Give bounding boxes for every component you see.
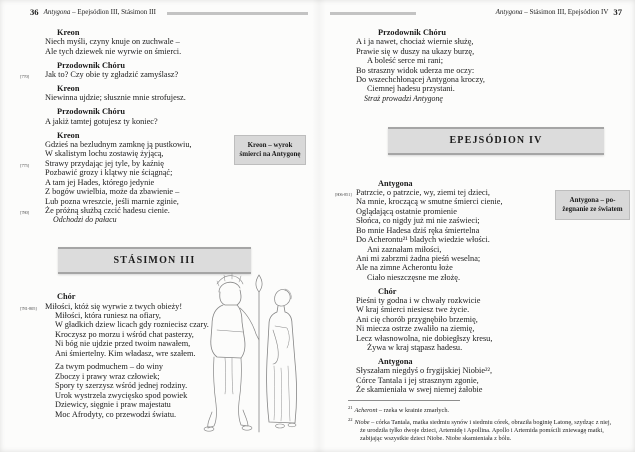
verse-text: Oglądającą ostatnie promienie	[356, 206, 457, 216]
speaker-heading: Kreon	[57, 28, 80, 37]
verse-text: Miłości, która runiesz na ofiary,	[55, 310, 161, 320]
footnote	[348, 404, 616, 415]
footnote-text: – rzeka w krainie zmarłych.	[377, 407, 450, 415]
verse-text: Niewinna ujdzie; słusznie mnie strofujesz.	[45, 93, 186, 103]
verse-text: W kraj śmierci niesiesz twe życie.	[356, 305, 470, 315]
verse-text: Moc Afrodyty, co przewodzi światu.	[55, 409, 177, 419]
verse-line	[20, 70, 308, 80]
footnote-separator	[348, 400, 460, 401]
verse-text: Ale tych dziewek nie wyrwie on śmierci.	[45, 46, 182, 56]
left-page	[20, 8, 308, 423]
verse-text: Niech myśli, czyny knuje on zuchwale –	[45, 37, 180, 47]
verse-lines	[356, 366, 622, 394]
verse-text: Słońca, co nigdy już mi nie zaświeci;	[356, 216, 480, 226]
verse-lines	[20, 70, 308, 80]
verse-text: Jak to? Czy obie ty zgładzić zamyślasz?	[45, 70, 179, 80]
verse-text: Że skamieniała w swej niemej żałobie	[356, 385, 483, 395]
verse-lines	[356, 37, 622, 93]
footnote-number: 22	[348, 416, 353, 422]
verse-text: Patrzcie, o patrzcie, wy, ziemi tej dzieci,	[356, 188, 490, 198]
verse-lines	[45, 117, 308, 126]
verse-segment	[356, 357, 622, 395]
verse-line	[45, 187, 308, 196]
line-number: [775]	[20, 162, 29, 168]
footnote	[348, 416, 616, 442]
speaker-heading: Przodownik Chóru	[57, 107, 125, 117]
verse-line	[356, 75, 622, 84]
verse-line	[356, 226, 622, 235]
footnote-text: – córka Tantala, matka siedmiu synów i siedmiu córek, obraziła boginię Latonę, szydząc z niej, że urodziła tylko dwoje dzieci, Artemidę i Apollina. Apollo i Artemida pomścili zniewagę matki, zabijając wszystkie dzieci Niobe. Niobe skamieniała z bólu.	[360, 418, 612, 442]
verse-lines	[356, 296, 622, 352]
stage-direction: Odchodzi do pałacu	[53, 215, 117, 225]
verse-line	[356, 296, 622, 305]
speaker-heading: Antygona	[378, 178, 413, 188]
verse-text: Ani śmiertelny. Kim władasz, wre szałem.	[55, 348, 196, 358]
left-dialogue	[20, 28, 308, 225]
verse-text: Ani cię chorób przygnębiło brzemię,	[356, 314, 478, 324]
left-running-head	[20, 8, 308, 18]
page-gutter	[312, 0, 326, 452]
right-running-title: Antygona – Stásimon III, Epejsódion IV	[495, 8, 609, 17]
line-number: [806-851]	[335, 192, 352, 198]
section-header-epejsodion: EPEJSÓDION IV	[388, 127, 604, 154]
verse-text: Do wszechchłonącej Antygona kroczy,	[356, 75, 485, 85]
verse-text: Gdzieś na bezludnym zamknę ją pustkowiu,	[45, 140, 192, 150]
verse-line	[367, 84, 622, 93]
verse-line	[367, 56, 622, 65]
footnotes-area	[348, 400, 616, 443]
verse-text: Ni bóg nie ujdzie przed twoim nawałem,	[55, 339, 191, 349]
verse-segment	[45, 107, 308, 126]
verse-line	[367, 273, 622, 282]
verse-text: Ani zaznałam miłości,	[367, 244, 442, 254]
verse-segment	[20, 60, 308, 80]
verse-text: Słyszałam niegdyś o frygijskiej Niobie²²,	[356, 366, 493, 376]
verse-text: A boleść serce mi rani;	[367, 56, 444, 66]
verse-line	[356, 254, 622, 263]
verse-text: Zboczy i prawy wraz człowiek;	[55, 371, 160, 381]
verse-text: Lecz własnowolna, nie dobiegłszy kresu,	[356, 333, 493, 343]
verse-line	[356, 376, 622, 385]
margin-note-kreon: Kreon – wyrok śmierci na Antygonę	[234, 135, 306, 165]
verse-line	[20, 205, 308, 215]
verse-text: Miłości, któż się wyrwie z twych obieży!	[45, 301, 183, 311]
greek-figures-illustration	[195, 270, 310, 440]
verse-line	[45, 168, 308, 177]
verse-segment	[356, 287, 622, 353]
verse-text: Strawy przydając jej tyle, by kaźnię	[45, 158, 164, 168]
verse-text: W gładkich dziew licach gdy rozniecisz czary.	[55, 320, 209, 330]
speaker-heading: Antygona	[378, 356, 413, 366]
verse-text: Córce Tantala i jej strasznym zgonie,	[356, 375, 479, 385]
verse-text: Żywa w kraj stąpasz hadesu.	[367, 343, 463, 353]
verse-line	[356, 366, 622, 375]
verse-line	[367, 343, 622, 352]
verse-text: A i ja nawet, chociaż wiernie służę,	[356, 37, 474, 47]
verse-text: Bo straszny widok uderza me oczy:	[356, 65, 475, 75]
speaker-heading: Przodownik Chóru	[378, 28, 446, 37]
right-page-number: 37	[613, 7, 622, 18]
verse-text: Za twym podmuchem – do winy	[55, 362, 164, 372]
verse-text: A tam jej Hades, którego jedynie	[45, 177, 155, 187]
right-dialogue	[330, 28, 622, 103]
line-number: [781-805]	[20, 305, 37, 311]
footnote-list	[348, 404, 616, 442]
verse-line	[45, 93, 308, 102]
speaker-heading: Chór	[378, 286, 397, 296]
verse-line	[356, 37, 622, 46]
speaker-heading: Kreon	[57, 130, 80, 140]
speaker-heading: Chór	[57, 292, 76, 302]
verse-text: Ni miecza ostrze zwaliło na ziemię,	[356, 324, 475, 334]
verse-text: Spory ty szerzysz wśród jednej rodziny.	[55, 381, 188, 391]
verse-line	[45, 197, 308, 206]
verse-line	[45, 117, 308, 126]
verse-text: A jakiż tamtej gotujesz ty koniec?	[45, 116, 158, 126]
left-page-number: 36	[30, 7, 39, 18]
speaker-heading: Kreon	[57, 84, 80, 94]
verse-text: Urok wystrzela zwycięsko spod powiek	[55, 390, 188, 400]
verse-text: Pozbawić grozy i klątwy nie ściągnąć;	[45, 168, 173, 178]
verse-segment	[356, 28, 622, 103]
verse-line	[356, 305, 622, 314]
verse-line	[356, 66, 622, 75]
verse-text: Ciemnej hadesu przystani.	[367, 84, 455, 94]
margin-note-antygona: Antygona – pożegnanie ze światem	[555, 190, 630, 220]
verse-text: Kroczysz po morzu i wśród chat pasterzy,	[55, 329, 194, 339]
verse-text: Prawie się w duszy na ukazy burzę,	[356, 46, 475, 56]
verse-text: Lub pozna wreszcie, jeśli marnie zginie,	[45, 196, 179, 206]
footnote-term: Acheront	[354, 407, 378, 415]
verse-line	[356, 263, 622, 272]
verse-text: Ciało nieszczęsne me złożę.	[367, 272, 461, 282]
verse-line	[45, 178, 308, 187]
header-rule	[167, 12, 308, 15]
header-rule	[330, 12, 416, 15]
verse-text: W skalistym lochu zostawię żyjącą,	[45, 149, 164, 159]
footnote-number: 21	[348, 405, 353, 410]
verse-line	[356, 47, 622, 56]
stage-direction: Straż prowadzi Antygonę	[364, 93, 443, 103]
verse-text: Bo mnie Hadesa dziś ręka śmiertelna	[356, 225, 480, 235]
verse-text: Pieśni ty godna i w chwały rozkwicie	[356, 296, 481, 306]
left-running-title: Antygona – Epejsódion III, Stásimon III	[43, 8, 156, 17]
verse-line	[356, 385, 622, 394]
verse-line	[356, 334, 622, 343]
verse-text: Do Acherontu²¹ bladych wiedzie włości.	[356, 235, 490, 245]
verse-segment	[45, 28, 308, 56]
footnote-term: Niobe	[354, 418, 370, 426]
verse-lines	[45, 37, 308, 56]
line-number: [780]	[20, 209, 29, 215]
verse-text: Ale na zimne Acherontu łoże	[356, 263, 453, 273]
line-number: [770]	[20, 74, 29, 80]
verse-line	[356, 315, 622, 324]
speaker-heading: Przodownik Chóru	[57, 60, 125, 70]
right-running-head	[330, 8, 622, 18]
verse-text: Na mnie, kroczącą w smutne śmierci cienie,	[356, 197, 503, 207]
verse-line	[45, 47, 308, 56]
section-header-stasimon: STÁSIMON III	[58, 247, 251, 274]
verse-line	[367, 245, 622, 254]
verse-text: Że próżną służbą czcić hadesu cienie.	[45, 205, 170, 215]
verse-line	[356, 235, 622, 244]
verse-text: Z bogów uwielbia, może da zbawienie –	[45, 187, 180, 197]
verse-line	[45, 37, 308, 46]
verse-segment	[45, 84, 308, 103]
verse-text: Ani mi zabrzmi żadna pieśń weselna;	[356, 253, 481, 263]
right-page	[330, 7, 623, 442]
verse-line	[356, 324, 622, 333]
verse-text: Dziewicy, sięgnie i praw majestatu	[55, 400, 171, 410]
verse-lines	[45, 93, 308, 102]
